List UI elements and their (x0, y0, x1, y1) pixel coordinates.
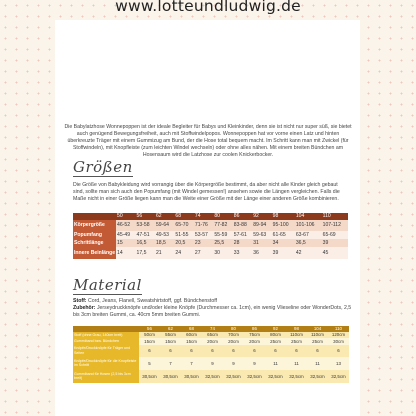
size-table-cell: 25,5 (213, 239, 232, 247)
size-table-cell: 59-64 (155, 220, 174, 231)
material-table-cell: 9 (223, 357, 244, 370)
material-table (73, 326, 349, 383)
size-table-cell: 59-63 (252, 231, 271, 239)
size-table-cell: 55-59 (213, 231, 232, 239)
material-table-cell: 13 (328, 357, 349, 370)
material-table-cell: 6 (244, 345, 265, 357)
material-table-cell: 32,5cm (244, 370, 265, 383)
material-table-col-header: 56 (139, 326, 160, 332)
size-table-col-header: 62 (155, 213, 174, 220)
material-table-cell: 32,5cm (286, 370, 307, 383)
material-table-cell: 6 (307, 345, 328, 357)
material-table-cell: 15cm (181, 338, 202, 345)
size-table-cell: 46-52 (116, 220, 135, 231)
size-table-cell: 39 (322, 239, 348, 247)
material-table-cell: 25cm (286, 338, 307, 345)
material-table-cell: 30cm (328, 338, 349, 345)
size-table-cell: 45 (322, 247, 348, 259)
material-table-col-header: 74 (202, 326, 223, 332)
size-table-cell: 45-49 (116, 231, 135, 239)
material-table-cell: 32,5cm (328, 370, 349, 383)
size-table-cell: 20,5 (174, 239, 193, 247)
material-table-col-header: 68 (181, 326, 202, 332)
size-table-cell: 53-58 (136, 220, 155, 231)
material-table-cell: 6 (286, 345, 307, 357)
material-table-cell: 15cm (160, 338, 181, 345)
size-table (73, 213, 348, 259)
material-table-cell: 6 (223, 345, 244, 357)
size-table-cell: 33 (233, 247, 252, 259)
size-table-cell: 39 (272, 247, 295, 259)
material-table-col-header: 110 (328, 326, 349, 332)
size-table-col-header: 98 (272, 213, 295, 220)
size-table-cell: 47-51 (136, 231, 155, 239)
material-zubehoer (73, 305, 353, 319)
material-table-cell: 110cm (307, 332, 328, 339)
site-title: www.lotteundludwig.de (115, 0, 301, 15)
size-table-row (73, 239, 348, 247)
size-table-col-header: 56 (136, 213, 155, 220)
size-table-col-header: 50 (116, 213, 135, 220)
material-table-cell: 80cm (265, 332, 286, 339)
material-table-row-label: Stoff (ohne Grau, 140cm breit) (73, 332, 139, 339)
size-table-cell: 65-69 (322, 231, 348, 239)
material-table-cell: 6 (139, 345, 160, 357)
material-table-cell: 32,5cm (223, 370, 244, 383)
material-table-cell: 30,5cm (139, 370, 160, 383)
material-table-cell: 32,5cm (265, 370, 286, 383)
material-table-cell: 32,5cm (307, 370, 328, 383)
size-table-col-header: 68 (174, 213, 193, 220)
material-table-row (73, 370, 349, 383)
size-table-cell: 65-70 (174, 220, 193, 231)
size-table-cell: 107-112 (322, 220, 348, 231)
size-table-cell: 57-61 (233, 231, 252, 239)
stoff-text: Cord, Jeans, Flanell, Sweatshirtstoff, ggf. Bündchenstoff (88, 298, 217, 304)
material-table-col-header: 80 (223, 326, 244, 332)
size-table-cell: 15 (116, 239, 135, 247)
size-table-col-header: 110 (322, 213, 348, 220)
size-table-row-label: Schrittlänge (73, 239, 116, 247)
material-table-cell: 32,5cm (202, 370, 223, 383)
size-table-cell: 27 (194, 247, 213, 259)
material-table-cell: 120cm (328, 332, 349, 339)
size-table-row (73, 220, 348, 231)
size-table-cell: 31 (252, 239, 271, 247)
size-table-cell: 49-53 (155, 231, 174, 239)
size-table-cell: 89-94 (252, 220, 271, 231)
material-table-cell: 9 (244, 357, 265, 370)
material-table-cell: 5 (139, 357, 160, 370)
size-table-row-label: Popumfang (73, 231, 116, 239)
size-table-col-header: 74 (194, 213, 213, 220)
size-table-cell: 23 (194, 239, 213, 247)
size-table-cell: 28 (233, 239, 252, 247)
size-table-cell: 51-55 (174, 231, 193, 239)
size-table-col-header: 86 (233, 213, 252, 220)
material-table-cell: 6 (160, 345, 181, 357)
material-table-cell: 70cm (223, 332, 244, 339)
material-table-cell: 25cm (265, 338, 286, 345)
material-table-cell: 55cm (160, 332, 181, 339)
size-table-cell: 30 (213, 247, 232, 259)
zubehoer-label: Zubehör: (73, 305, 96, 311)
size-table-cell: 14 (116, 247, 135, 259)
material-table-col-header: 62 (160, 326, 181, 332)
sizes-paragraph: Die Größe von Babykleidung wird vorrangig über die Körpergröße bestimmt, da aber nicht alle Kinder gleich gebaut sind, sollte man sich auch den Popumfang (mit Windel gemessen!) ansehen sowie die Längen vergleichen. Falls die Maße nicht in einer Größe liegen kann man die Weite einer Größe mit der Länge einer anderen Größe kombinieren. (73, 182, 340, 202)
material-heading: Material (73, 276, 142, 294)
material-table-cell: 50cm (139, 332, 160, 339)
intro-paragraph: Die Babylatzhose Wonnepoppen ist der ideale Begleiter für Babys und Kleinkinder, denn sie ist nicht nur super süß, sie bietet auch genügend Bewegungsfreiheit, auch mit Stoffwindelpopos. Wonnepoppen hat vor vorne einen Latz und hinten überkreuzte Träger mit einem Gummizug am Bund, der die Hose total bequem macht. Im Schritt kann man mit Zwickel (für Stoffwindeln), mit Knopfleiste (zum leichten Windel wechseln) oder ohne alles nähen. Mit einem breiten Bündchen am Hosensaum wird die Latzhose zur coolen Knickerbocker. (64, 124, 352, 158)
size-table-cell: 63-67 (295, 231, 322, 239)
material-table-row (73, 345, 349, 357)
size-table-cell: 18,5 (155, 239, 174, 247)
material-table-row-label: Knöpfe/Druckknöpfe für Träger und Seiten (73, 345, 139, 357)
stoff-label: Stoff: (73, 298, 87, 304)
size-table-cell: 53-57 (194, 231, 213, 239)
size-table-col-header: 92 (252, 213, 271, 220)
material-table-cell: 15cm (139, 338, 160, 345)
size-table-cell: 71-76 (194, 220, 213, 231)
material-table-row-label: Gummiband bzw. Bündchen (73, 338, 139, 345)
size-table-row-label: Innere Beinlänge (73, 247, 116, 259)
size-table-col-header: 104 (295, 213, 322, 220)
size-table-cell: 77-82 (213, 220, 232, 231)
material-stoff (73, 298, 353, 305)
material-table-cell: 20cm (202, 338, 223, 345)
size-table-cell: 83-88 (233, 220, 252, 231)
size-table-cell: 36 (252, 247, 271, 259)
material-text (73, 298, 353, 319)
size-table-cell: 17,5 (136, 247, 155, 259)
material-table-col-header: 86 (244, 326, 265, 332)
material-table-cell: 9 (202, 357, 223, 370)
material-table-row-label: Gummiband für Hosen (2,5 bis 3cm breit) (73, 370, 139, 383)
sizes-heading: Größen (73, 158, 133, 176)
material-table-cell: 11 (307, 357, 328, 370)
material-table-col-header: 104 (307, 326, 328, 332)
size-table-cell: 16,5 (136, 239, 155, 247)
material-table-cell: 60cm (181, 332, 202, 339)
size-table-cell: 42 (295, 247, 322, 259)
material-table-cell: 6 (328, 345, 349, 357)
size-table-row (73, 231, 348, 239)
material-table-col-header: 92 (265, 326, 286, 332)
zubehoer-text: Jerseydruckknöpfe und/oder kleine Knöpfe (Durchmesser ca. 1cm), ein wenig Vlieseline oder WonderDots, 2,5 bis 3cm breiten Gummi, ca. 40cm 5mm breiten Gummi. (73, 305, 352, 318)
size-table-cell: 24 (174, 247, 193, 259)
size-table-cell: 36,5 (295, 239, 322, 247)
material-table-cell: 7 (160, 357, 181, 370)
size-table-cell: 61-65 (272, 231, 295, 239)
material-table-col-header: 98 (286, 326, 307, 332)
size-table-cell: 21 (155, 247, 174, 259)
material-table-row (73, 357, 349, 370)
material-table-cell: 7 (181, 357, 202, 370)
material-table-row-label: Knöpfe/Druckknöpfe für die Knopfleiste im Schritt (73, 357, 139, 370)
material-table-cell: 11 (286, 357, 307, 370)
material-table-cell: 6 (265, 345, 286, 357)
material-table-cell: 75cm (244, 332, 265, 339)
size-table-cell: 34 (272, 239, 295, 247)
material-table-cell: 11 (265, 357, 286, 370)
size-table-row-label: Körpergröße (73, 220, 116, 231)
material-table-cell: 30,5cm (160, 370, 181, 383)
material-table-cell: 6 (181, 345, 202, 357)
material-table-cell: 110cm (286, 332, 307, 339)
material-table-cell: 65cm (202, 332, 223, 339)
size-table-col-header: 80 (213, 213, 232, 220)
material-table-cell: 20cm (223, 338, 244, 345)
size-table-cell: 101-106 (295, 220, 322, 231)
material-table-cell: 20cm (244, 338, 265, 345)
size-table-row (73, 247, 348, 259)
material-table-cell: 30,5cm (181, 370, 202, 383)
material-table-cell: 25cm (307, 338, 328, 345)
size-table-cell: 95-100 (272, 220, 295, 231)
material-table-cell: 6 (202, 345, 223, 357)
